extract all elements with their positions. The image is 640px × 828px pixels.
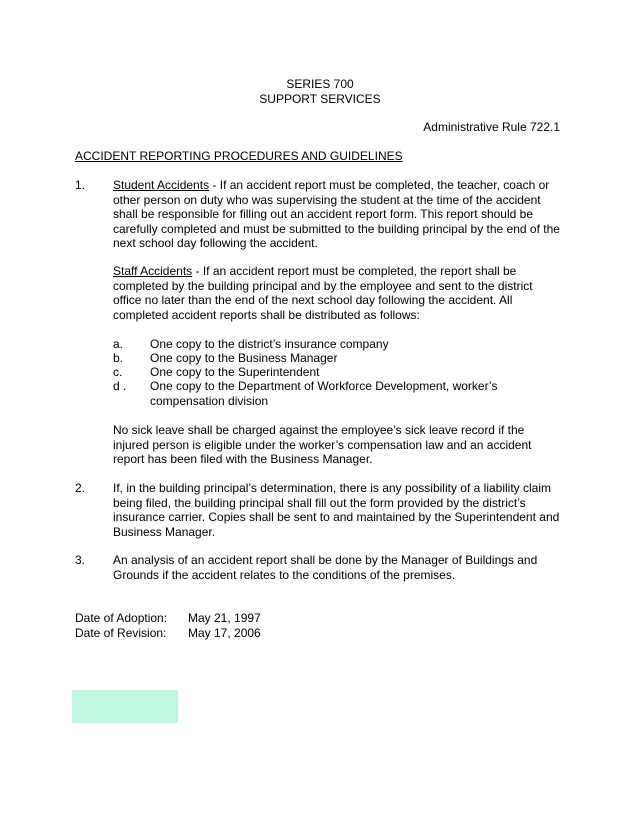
item-2-number: 2. <box>75 481 86 495</box>
document-heading: ACCIDENT REPORTING PROCEDURES AND GUIDELINES <box>75 149 403 163</box>
distribution-item-d: One copy to the Department of Workforce Development, worker’s compensation division <box>150 379 498 408</box>
distribution-item-b: One copy to the Business Manager <box>150 351 338 365</box>
item-3-number: 3. <box>75 553 86 567</box>
distribution-letter-a: a. <box>113 337 124 351</box>
distribution-letter-b: b. <box>113 351 124 365</box>
sick-leave-paragraph: No sick leave shall be charged against the employee’s sick leave record if the injured person is eligible under the worker’s compensation law and an accident report has been filed with the Business Manager. <box>113 423 532 466</box>
student-accidents-heading: Student Accidents <box>113 178 210 192</box>
staff-accidents-text: - If an accident report must be completed, the report shall be completed by the building principal and by the employee and sent to the district office no later than the end of the next school day following the accident. All completed accident reports shall be distributed as follows: <box>113 264 533 322</box>
highlight-box <box>72 690 178 723</box>
revision-date-label: Date of Revision: <box>75 626 167 640</box>
distribution-item-a: One copy to the district’s insurance company <box>150 337 389 351</box>
liability-claim-paragraph: If, in the building principal’s determination, there is any possibility of a liability claim being filed, the building principal shall fill out the form provided by the district’s insurance carrier. Copies shall be sent to and maintained by the Superintendent and Business Manager. <box>113 481 560 539</box>
student-accidents-paragraph <box>113 178 563 251</box>
administrative-rule-number: Administrative Rule 722.1 <box>423 120 560 134</box>
revision-date-value: May 17, 2006 <box>188 626 261 640</box>
distribution-letter-d: d . <box>113 379 127 393</box>
student-accidents-text: - If an accident report must be completed, the teacher, coach or other person on duty who was supervising the student at the time of the accident shall be responsible for filling out an accident report form. This report should be carefully completed and must be submitted to the building principal by the end of the next school day following the accident. <box>113 178 560 250</box>
distribution-letter-c: c. <box>113 365 123 379</box>
item-1-number: 1. <box>75 178 86 192</box>
staff-accidents-paragraph <box>113 264 563 322</box>
adoption-date-value: May 21, 1997 <box>188 611 261 625</box>
distribution-item-c: One copy to the Superintendent <box>150 365 320 379</box>
series-subtitle: SUPPORT SERVICES <box>259 92 381 106</box>
series-title: SERIES 700 <box>286 77 354 91</box>
adoption-date-label: Date of Adoption: <box>75 611 168 625</box>
analysis-paragraph: An analysis of an accident report shall be done by the Manager of Buildings and Grounds if the accident relates to the conditions of the premises. <box>113 553 538 582</box>
staff-accidents-heading: Staff Accidents <box>113 264 193 278</box>
